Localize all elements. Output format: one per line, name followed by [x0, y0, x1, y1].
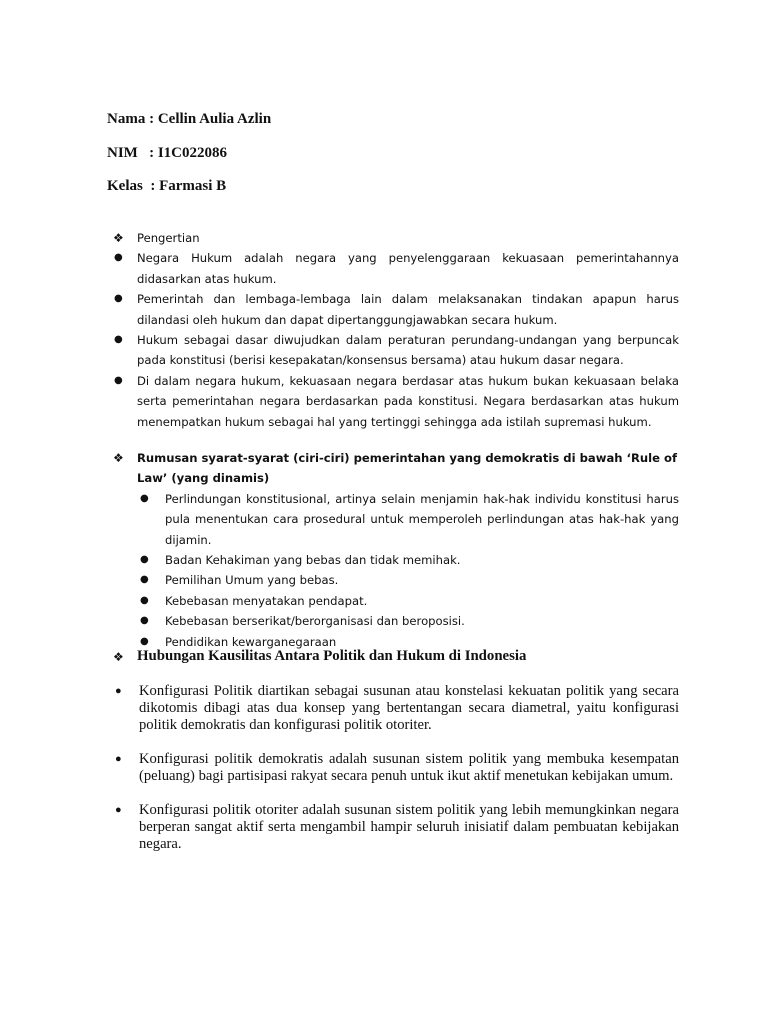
list-item-text: Perlindungan konstitusional, artinya selain menjamin hak-hak individu konstitusi harus pula menentukan cara prosedural untuk memperoleh perlindungan atas hak-hak yang dijamin. — [165, 491, 679, 547]
bullet-icon: ● — [140, 594, 149, 606]
bullet-icon: ● — [140, 554, 149, 566]
bullet-list — [139, 489, 679, 652]
list-item — [113, 751, 679, 785]
list-item — [113, 330, 679, 371]
list-item-text: Di dalam negara hukum, kekuasaan negara berdasar atas hukum bukan kekuasaan belaka serta pemerintahan negara berdasarkan pada konstitusi. Negara berdasarkan atas hukum menempatkan hukum sebagai hal yang tertinggi sehingga ada istilah supremasi hukum. — [137, 373, 679, 429]
nim-label: NIM : — [107, 145, 158, 161]
diamond-bullet-icon: ❖ — [113, 650, 124, 664]
bullet-icon: ● — [140, 492, 149, 504]
name-label: Nama : — [107, 111, 158, 127]
bullet-icon: ● — [140, 615, 149, 627]
list-item-text: Konfigurasi Politik diartikan sebagai susunan atau konstelasi kekuatan politik yang secara dikotomis dibagi atas dua konsep yang bertentangan secara diametral, yaitu konfigurasi politik demokratis dan konfigurasi politik otoriter. — [139, 683, 679, 733]
bullet-icon: ● — [115, 753, 122, 765]
section-pengertian — [113, 228, 679, 432]
section-heading — [113, 448, 679, 489]
bullet-list — [113, 248, 679, 432]
list-item — [113, 289, 679, 330]
section-heading — [113, 646, 679, 666]
list-item-text: Hukum sebagai dasar diwujudkan dalam peraturan perundang-undangan yang berpuncak pada konstitusi (berisi kesepakatan/konsensus bersama) atau hukum dasar negara. — [137, 333, 679, 368]
bullet-icon: ● — [114, 334, 123, 346]
bullet-icon: ● — [114, 374, 123, 386]
bullet-icon: ● — [140, 635, 149, 647]
list-item — [139, 570, 679, 590]
list-item — [139, 591, 679, 611]
list-item-text: Kebebasan menyatakan pendapat. — [165, 593, 368, 608]
bullet-icon: ● — [115, 804, 122, 816]
kelas-label: Kelas : — [107, 178, 160, 194]
nim-value: I1C022086 — [157, 145, 227, 161]
bullet-list — [113, 683, 679, 853]
list-item-text: Kebebasan berserikat/berorganisasi dan beroposisi. — [165, 614, 465, 629]
kelas-line — [92, 161, 226, 212]
heading-text: Rumusan syarat-syarat (ciri-ciri) pemerintahan yang demokratis di bawah ‘Rule of Law’ (yang dinamis) — [137, 451, 678, 486]
kelas-value: Farmasi B — [159, 178, 227, 194]
name-value: Cellin Aulia Azlin — [157, 111, 272, 127]
list-item-text: Badan Kehakiman yang bebas dan tidak memihak. — [165, 553, 461, 568]
list-item — [113, 802, 679, 853]
list-item — [139, 550, 679, 570]
diamond-bullet-icon: ❖ — [113, 451, 124, 465]
list-item-text: Pendidikan kewarganegaraan — [165, 634, 337, 649]
list-item — [139, 611, 679, 631]
section-rumusan-syarat — [113, 448, 679, 652]
list-item-text: Pemilihan Umum yang bebas. — [165, 573, 339, 588]
bullet-icon: ● — [114, 252, 123, 264]
list-item — [113, 683, 679, 734]
bullet-icon: ● — [140, 574, 149, 586]
list-item — [139, 489, 679, 550]
list-item — [113, 248, 679, 289]
list-item-text: Konfigurasi politik demokratis adalah susunan sistem politik yang membuka kesempatan (peluang) bagi partisipasi rakyat secara penuh untuk ikut aktif menetukan kebijakan umum. — [139, 751, 679, 784]
section-heading — [113, 228, 679, 248]
list-item — [113, 371, 679, 432]
list-item-text: Pemerintah dan lembaga-lembaga lain dalam melaksanakan tindakan apapun harus dilandasi oleh hukum dan dapat dipertanggungjawabkan secara hukum. — [137, 292, 679, 327]
heading-text: Pengertian — [137, 231, 200, 245]
heading-text: Hubungan Kausilitas Antara Politik dan Hukum di Indonesia — [137, 648, 527, 664]
list-item-text: Konfigurasi politik otoriter adalah susunan sistem politik yang lebih memungkinkan negara berperan sangat aktif serta mengambil hampir seluruh inisiatif dalam pembuatan kebijakan negara. — [139, 802, 679, 852]
bullet-icon: ● — [114, 293, 123, 305]
list-item-text: Negara Hukum adalah negara yang penyelenggaraan kekuasaan pemerintahannya didasarkan atas hukum. — [137, 251, 679, 286]
bullet-icon: ● — [115, 685, 122, 697]
section-hubungan-kausilitas — [113, 646, 679, 870]
diamond-bullet-icon: ❖ — [113, 231, 124, 245]
